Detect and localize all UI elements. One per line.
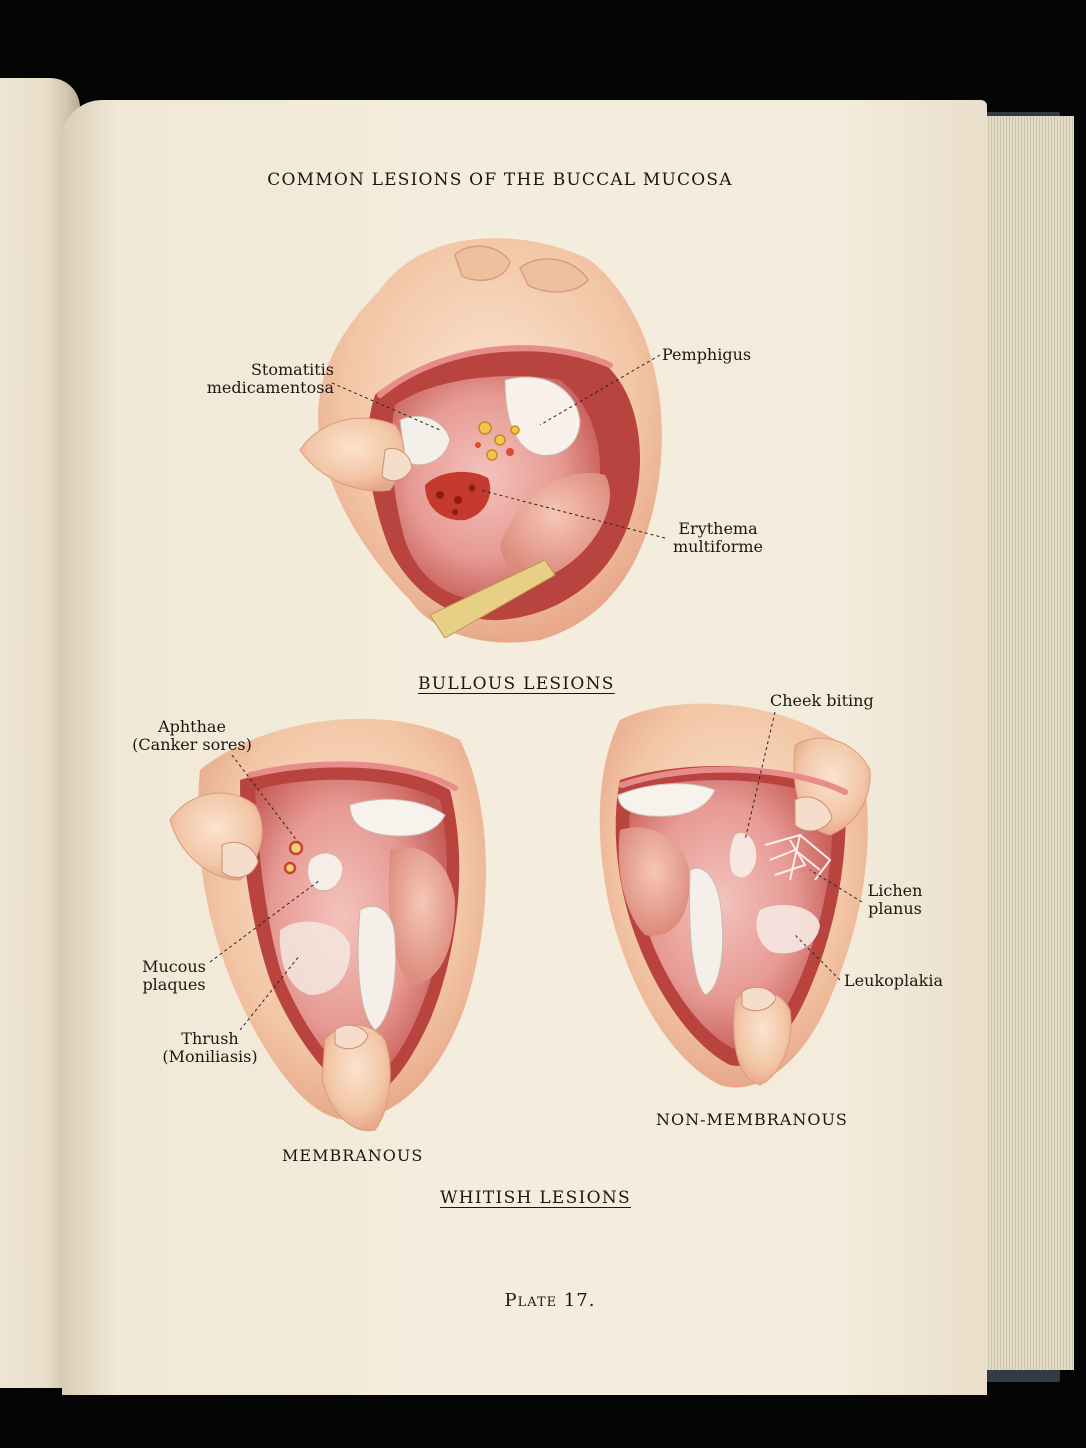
label-erythema: Erythema multiforme bbox=[673, 519, 763, 556]
whitish-heading: WHITISH LESIONS bbox=[440, 1188, 631, 1208]
bullous-heading: BULLOUS LESIONS bbox=[418, 674, 615, 694]
label-aphthae: Aphthae (Canker sores) bbox=[132, 717, 252, 754]
label-lichen-planus: Lichen planus bbox=[867, 881, 923, 918]
label-thrush: Thrush (Moniliasis) bbox=[162, 1029, 258, 1066]
plate-title: COMMON LESIONS OF THE BUCCAL MUCOSA bbox=[267, 170, 733, 190]
bullous-mouth-illustration bbox=[300, 238, 662, 642]
non-membranous-caption: NON-MEMBRANOUS bbox=[656, 1110, 848, 1129]
label-pemphigus: Pemphigus bbox=[662, 345, 752, 364]
membranous-mouth-illustration bbox=[170, 719, 486, 1131]
label-mucous-plaques: Mucous plaques bbox=[142, 957, 206, 994]
label-leukoplakia: Leukoplakia bbox=[844, 971, 943, 990]
non-membranous-mouth-illustration bbox=[600, 704, 870, 1088]
label-stomatitis: Stomatitis medicamentosa bbox=[206, 360, 334, 397]
plate-number: Plate 17. bbox=[504, 1290, 596, 1311]
membranous-caption: MEMBRANOUS bbox=[282, 1146, 424, 1165]
label-cheek-biting: Cheek biting bbox=[770, 691, 874, 710]
